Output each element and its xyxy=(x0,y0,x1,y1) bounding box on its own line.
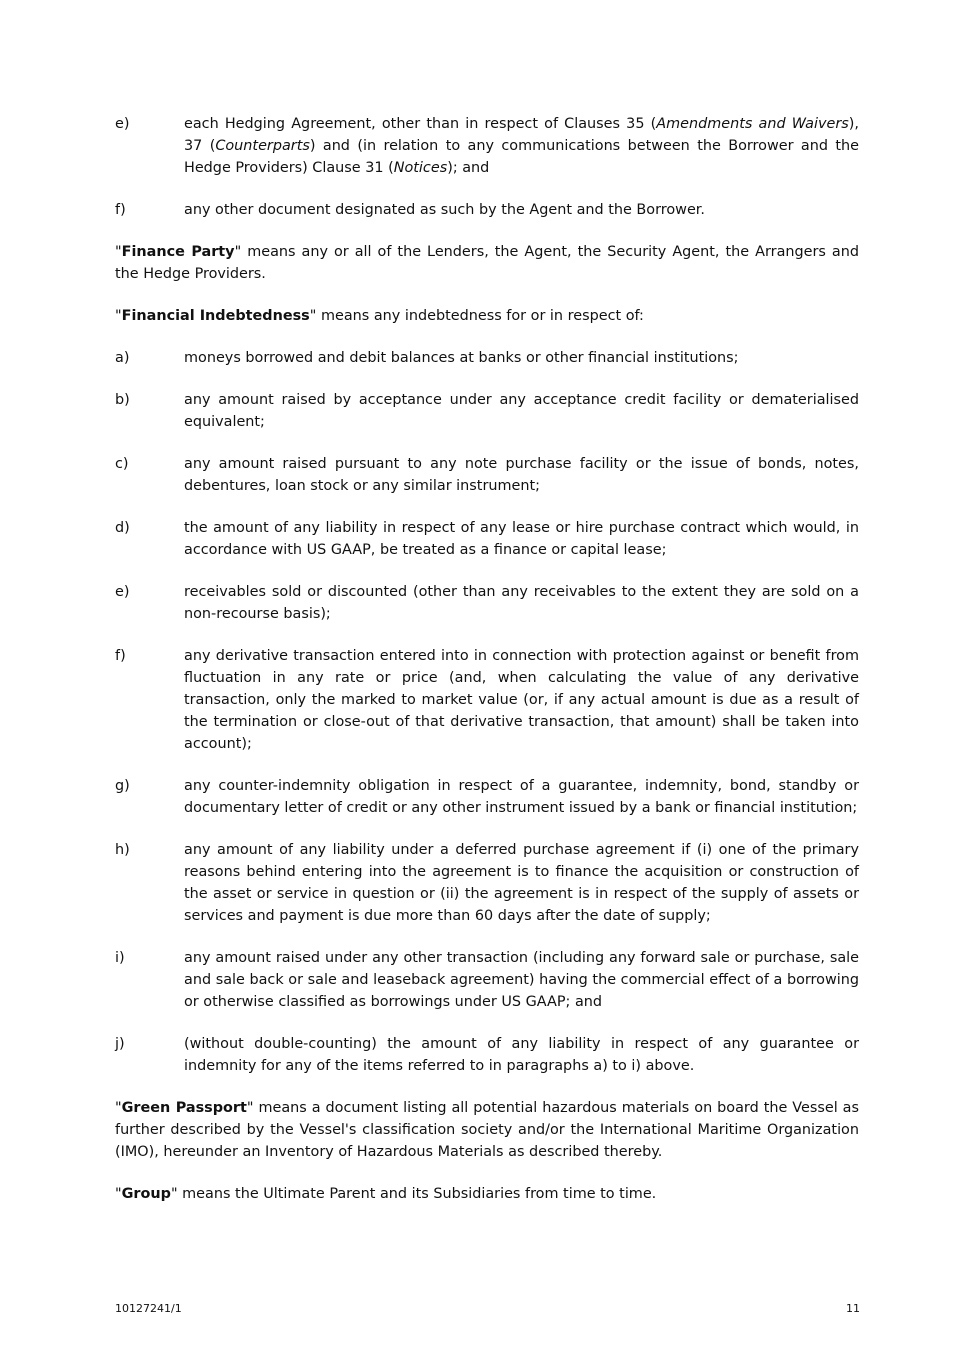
footer-doc-ref: 10127241/1 xyxy=(115,1302,182,1315)
item-text: ), 37 ( xyxy=(184,116,859,154)
item-text: ) and (in relation to any communications between the Borrower and the Hedge Providers) Clause 31 ( xyxy=(184,138,859,176)
list-item xyxy=(115,517,859,561)
item-label: e) xyxy=(115,584,130,600)
list-item xyxy=(115,581,859,625)
list-item xyxy=(115,113,859,179)
item-label: f) xyxy=(115,202,126,218)
item-label: e) xyxy=(115,116,130,132)
item-text: any amount raised by acceptance under any acceptance credit facility or dematerialised equivalent; xyxy=(184,392,859,430)
item-text: the amount of any liability in respect of any lease or hire purchase contract which would, in accordance with US GAAP, be treated as a finance or capital lease; xyxy=(184,520,859,558)
item-label: h) xyxy=(115,842,130,858)
item-label: f) xyxy=(115,648,126,664)
item-text: any other document designated as such by the Agent and the Borrower. xyxy=(184,202,705,218)
list-item xyxy=(115,389,859,433)
definition-financial-indebtedness: "Financial Indebtedness" means any indebtedness for or in respect of: xyxy=(115,308,644,324)
definition-group: "Group" means the Ultimate Parent and its Subsidiaries from time to time. xyxy=(115,1186,657,1202)
footer-page-number: 11 xyxy=(846,1302,860,1315)
definition-text: means a document listing all potential hazardous materials on board the Vessel as further described by the Vessel's classification society and/or the International Maritime Organization (IMO), hereunder an Inventory of Hazardous Materials as described thereby. xyxy=(115,1100,859,1160)
item-text-italic: Notices xyxy=(393,160,448,176)
item-text: any derivative transaction entered into in connection with protection against or benefit from fluctuation in any rate or price (and, when calculating the value of any derivative transaction, only the marked to market value (or, if any actual amount is due as a result of the termination or close-out of that derivative transaction, that amount) shall be taken into account); xyxy=(184,648,859,752)
item-label: d) xyxy=(115,520,130,536)
item-label: i) xyxy=(115,950,125,966)
item-text: any amount of any liability under a deferred purchase agreement if (i) one of the primary reasons behind entering into the agreement is to finance the acquisition or construction of the asset or service in question or (ii) the agreement is in respect of the supply of assets or services and payment is due more than 60 days after the date of supply; xyxy=(184,842,859,924)
item-text: moneys borrowed and debit balances at banks or other financial institutions; xyxy=(184,350,739,366)
list-item xyxy=(115,645,859,755)
list-item xyxy=(115,839,859,927)
list-item xyxy=(115,775,859,819)
item-text: any counter-indemnity obligation in respect of a guarantee, indemnity, bond, standby or documentary letter of credit or any other instrument issued by a bank or financial institution; xyxy=(184,778,859,816)
item-label: b) xyxy=(115,392,130,408)
item-label: g) xyxy=(115,778,130,794)
definition-green-passport: "Green Passport" means a document listing all potential hazardous materials on board the Vessel as further described by the Vessel's classification society and/or the International Maritime Organization (IMO), hereunder an Inventory of Hazardous Materials as described thereby. xyxy=(115,1100,859,1160)
list-item xyxy=(115,1033,859,1077)
document-body xyxy=(115,113,859,1225)
defined-term: Finance Party xyxy=(121,244,235,260)
item-text: any amount raised pursuant to any note purchase facility or the issue of bonds, notes, debentures, loan stock or any similar instrument; xyxy=(184,456,859,494)
item-label: c) xyxy=(115,456,129,472)
item-text: (without double-counting) the amount of any liability in respect of any guarantee or indemnity for any of the items referred to in paragraphs a) to i) above. xyxy=(184,1036,859,1074)
definition-finance-party: "Finance Party" means any or all of the Lenders, the Agent, the Security Agent, the Arrangers and the Hedge Providers. xyxy=(115,244,859,282)
defined-term: Financial Indebtedness xyxy=(121,308,310,324)
item-text: any amount raised under any other transaction (including any forward sale or purchase, sale and sale back or sale and leaseback agreement) having the commercial effect of a borrowing or otherwise classified as borrowings under US GAAP; and xyxy=(184,950,859,1010)
list-item xyxy=(115,453,859,497)
item-text-italic: Amendments and Waivers xyxy=(656,116,849,132)
defined-term: Group xyxy=(121,1186,171,1202)
item-label: a) xyxy=(115,350,130,366)
item-text: ); and xyxy=(447,160,490,176)
list-item xyxy=(115,199,859,221)
item-text: receivables sold or discounted (other than any receivables to the extent they are sold on a non-recourse basis); xyxy=(184,584,859,622)
defined-term: Green Passport xyxy=(121,1100,247,1116)
definition-text: means any indebtedness for or in respect of: xyxy=(316,308,644,324)
item-label: j) xyxy=(115,1036,125,1052)
item-text-italic: Counterparts xyxy=(215,138,310,154)
definition-text: means the Ultimate Parent and its Subsidiaries from time to time. xyxy=(177,1186,657,1202)
definition-text: means any or all of the Lenders, the Agent, the Security Agent, the Arrangers and the Hedge Providers. xyxy=(115,244,859,282)
list-item xyxy=(115,347,859,369)
item-text: each Hedging Agreement, other than in respect of Clauses 35 ( xyxy=(184,116,657,132)
list-item xyxy=(115,947,859,1013)
